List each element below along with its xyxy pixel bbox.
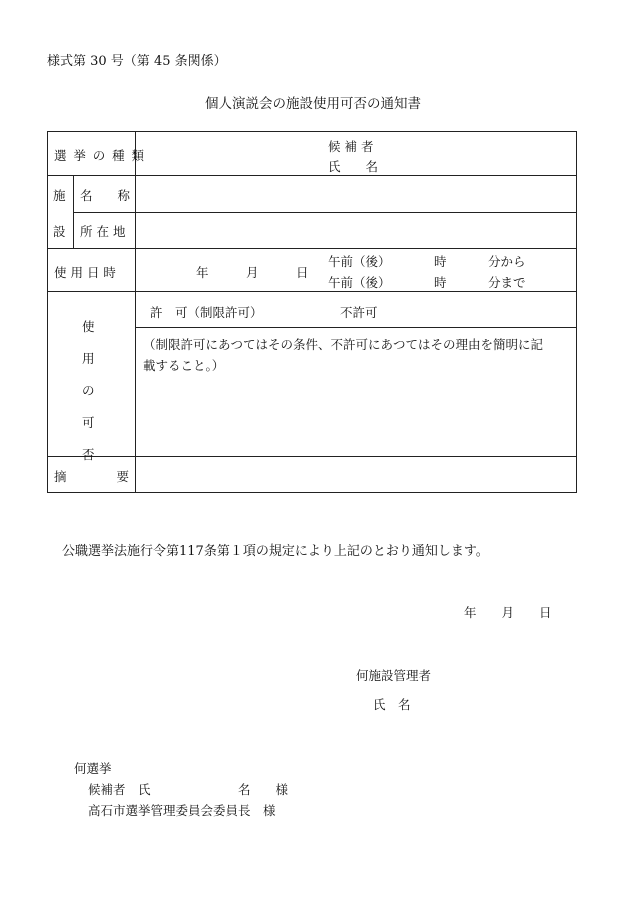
permission-note-line-1: （制限許可にあつてはその条件、不許可にあつてはその理由を簡明に記	[143, 337, 544, 352]
notice-body-text: 公職選挙法施行令第117条第１項の規定により上記のとおり通知します。	[62, 544, 489, 559]
facility-group-label-2: 設	[53, 224, 66, 239]
facility-group-label-1: 施	[53, 188, 66, 203]
end-ampm: 午前（後）	[328, 275, 391, 290]
permission-label-char: 否	[82, 447, 95, 462]
candidate-label: 候 補 者	[328, 139, 374, 154]
permission-label-char: 使	[82, 319, 95, 334]
notice-date: 年 月 日	[464, 605, 552, 620]
sender-name: 氏 名	[373, 697, 411, 712]
election-type-label: 選挙の種類	[54, 148, 151, 163]
rule-after-facility-location	[47, 248, 577, 249]
permission-label-char: 用	[82, 351, 95, 366]
usage-datetime-label: 使 用 日 時	[54, 265, 116, 280]
facility-name-field[interactable]	[136, 176, 576, 211]
rule-after-usage-datetime	[47, 291, 577, 292]
usage-date-text: 年 月 日	[196, 265, 309, 280]
recipient-committee: 高石市選挙管理委員会委員長 様	[88, 803, 276, 818]
form-number: 様式第 30 号（第 45 条関係）	[47, 54, 227, 69]
sender-org: 何施設管理者	[356, 668, 432, 683]
permission-label-char: 可	[82, 415, 95, 430]
start-minute: 分から	[488, 254, 526, 269]
facility-location-label: 所 在 地	[80, 224, 126, 239]
summary-label: 摘 要	[54, 469, 130, 484]
facility-location-field[interactable]	[136, 213, 576, 247]
recipient-candidate: 候補者 氏 名 様	[88, 782, 289, 797]
rule-facility-group	[73, 175, 74, 248]
permission-label-char: の	[82, 383, 95, 398]
summary-field[interactable]	[136, 457, 576, 492]
end-minute: 分まで	[488, 275, 526, 290]
deny-option[interactable]: 不許可	[340, 305, 378, 320]
permission-label	[82, 317, 95, 463]
recipient-election: 何選挙	[74, 761, 112, 776]
start-ampm: 午前（後）	[328, 254, 391, 269]
document-title: 個人演説会の施設使用可否の通知書	[205, 96, 421, 112]
permit-option[interactable]: 許 可（制限許可）	[150, 305, 263, 320]
permission-note-line-2: 載すること。）	[143, 358, 225, 373]
start-hour: 時	[434, 254, 447, 269]
facility-name-label: 名 称	[80, 188, 131, 203]
rule-permission-inner	[135, 327, 577, 328]
candidate-name-label: 氏 名	[328, 159, 379, 174]
end-hour: 時	[434, 275, 447, 290]
